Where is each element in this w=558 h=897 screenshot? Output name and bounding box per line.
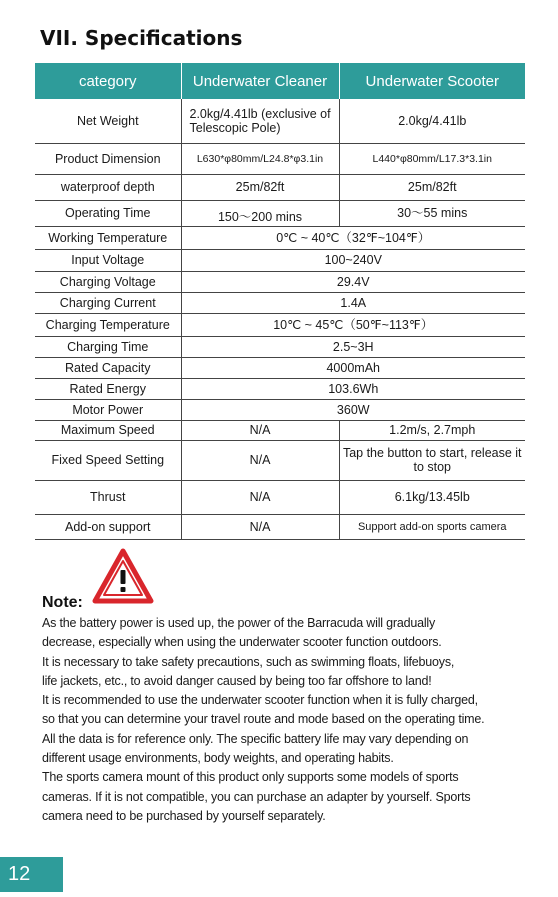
row-label: Thrust: [35, 480, 181, 514]
row-label: Net Weight: [35, 99, 181, 143]
warning-triangle-icon: [92, 548, 154, 606]
row-label: waterproof depth: [35, 174, 181, 200]
row-label: Input Voltage: [35, 249, 181, 271]
row-label: Charging Temperature: [35, 313, 181, 336]
note-label: Note:: [42, 594, 83, 611]
row-label: Working Temperature: [35, 226, 181, 249]
row-label: Product Dimension: [35, 143, 181, 174]
cleaner-value: N/A: [181, 440, 339, 480]
note-line: All the data is for reference only. The specific battery life may vary depending on: [42, 731, 469, 746]
table-row: [35, 271, 525, 292]
note-line: so that you can determine your travel route and mode based on the operating time.: [42, 712, 485, 727]
shared-value: 0℃ ~ 40℃（32℉~104℉）: [181, 226, 525, 249]
scooter-value: 30～55 mins: [339, 200, 525, 226]
header-category: category: [35, 63, 181, 99]
table-row: [35, 143, 525, 174]
header-underwater-cleaner: Underwater Cleaner: [181, 63, 339, 99]
cleaner-value: N/A: [181, 480, 339, 514]
table-row: [35, 292, 525, 313]
note-line: life jackets, etc., to avoid danger caused by being too far offshore to land!: [42, 673, 432, 688]
cleaner-value: N/A: [181, 514, 339, 539]
table-row: [35, 378, 525, 399]
shared-value: 360W: [181, 399, 525, 420]
note-line: different usage environments, body weights, and operating habits.: [42, 751, 394, 766]
cleaner-value: L630*φ80mm/L24.8*φ3.1in: [181, 143, 339, 174]
scooter-value: L440*φ80mm/L17.3*3.1in: [339, 143, 525, 174]
scooter-value: Tap the button to start, release it to stop: [339, 440, 525, 480]
scooter-value: 6.1kg/13.45lb: [339, 480, 525, 514]
row-label: Motor Power: [35, 399, 181, 420]
shared-value: 103.6Wh: [181, 378, 525, 399]
page-title: VII. Specifications: [40, 26, 243, 50]
row-label: Operating Time: [35, 200, 181, 226]
table-row: [35, 336, 525, 357]
table-row: [35, 174, 525, 200]
scooter-value: 2.0kg/4.41lb: [339, 99, 525, 143]
scooter-value: 1.2m/s, 2.7mph: [339, 420, 525, 440]
table-row: [35, 480, 525, 514]
shared-value: 4000mAh: [181, 357, 525, 378]
table-row: [35, 226, 525, 249]
table-row: [35, 99, 525, 143]
table-row: [35, 313, 525, 336]
note-line: decrease, especially when using the underwater scooter function outdoors.: [42, 635, 442, 650]
scooter-value: 25m/82ft: [339, 174, 525, 200]
note-line: camera need to be purchased by yourself separately.: [42, 808, 326, 823]
row-label: Charging Voltage: [35, 271, 181, 292]
cleaner-value: N/A: [181, 420, 339, 440]
table-row: [35, 399, 525, 420]
cleaner-value: 2.0kg/4.41lb (exclusive of Telescopic Pole): [181, 99, 339, 143]
note-line: The sports camera mount of this product only supports some models of sports: [42, 770, 459, 785]
shared-value: 10℃ ~ 45℃（50℉~113℉）: [181, 313, 525, 336]
table-row: [35, 200, 525, 226]
row-label: Maximum Speed: [35, 420, 181, 440]
table-row: [35, 357, 525, 378]
table-row: [35, 249, 525, 271]
shared-value: 1.4A: [181, 292, 525, 313]
specifications-table: [35, 63, 525, 540]
row-label: Rated Capacity: [35, 357, 181, 378]
row-label: Charging Current: [35, 292, 181, 313]
shared-value: 2.5~3H: [181, 336, 525, 357]
table-row: [35, 420, 525, 440]
cleaner-value: 25m/82ft: [181, 174, 339, 200]
row-label: Add-on support: [35, 514, 181, 539]
note-text: [42, 614, 532, 826]
shared-value: 100~240V: [181, 249, 525, 271]
note-line: It is necessary to take safety precautions, such as swimming floats, lifebuoys,: [42, 654, 455, 669]
header-underwater-scooter: Underwater Scooter: [339, 63, 525, 99]
shared-value: 29.4V: [181, 271, 525, 292]
row-label: Charging Time: [35, 336, 181, 357]
page-number: 12: [0, 857, 63, 892]
note-line: It is recommended to use the underwater scooter function when it is fully charged,: [42, 693, 478, 708]
note-line: As the battery power is used up, the power of the Barracuda will gradually: [42, 616, 436, 630]
row-label: Fixed Speed Setting: [35, 440, 181, 480]
cleaner-value: 150～200 mins: [181, 200, 339, 226]
table-row: [35, 440, 525, 480]
note-line: cameras. If it is not compatible, you can purchase an adapter by yourself. Sports: [42, 789, 471, 804]
table-row: [35, 514, 525, 539]
table-header-row: [35, 63, 525, 99]
scooter-value: Support add-on sports camera: [339, 514, 525, 539]
row-label: Rated Energy: [35, 378, 181, 399]
